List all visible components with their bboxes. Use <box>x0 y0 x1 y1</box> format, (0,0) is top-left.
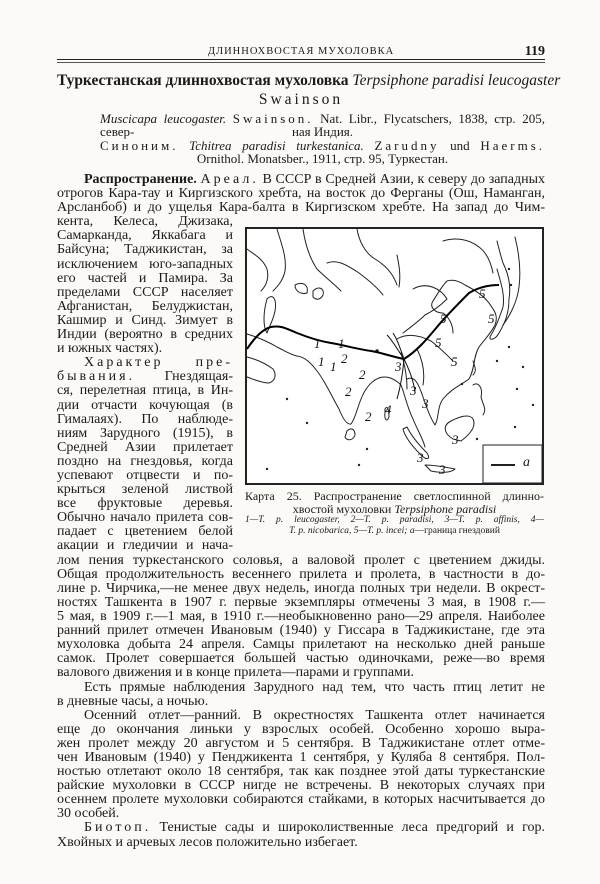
text-line <box>57 90 545 109</box>
text-segment: все фруктовые деревья. <box>57 496 233 512</box>
text-line <box>57 652 545 666</box>
paragraph <box>57 90 545 109</box>
text-line <box>57 709 545 723</box>
text-segment: Тенистые сады и широколиственные леса предгорий и гор. <box>151 820 545 836</box>
text-line <box>57 201 545 215</box>
map-region-label: 2 <box>341 351 348 366</box>
map-region-label: 5 <box>488 311 495 326</box>
text-segment: чен Ивановым (1940) у Пенджикента 1 сентября, у Куляба 8 сентября. Пол- <box>57 750 545 765</box>
text-line <box>57 793 545 807</box>
map-drawing <box>247 229 542 483</box>
text-line <box>57 638 545 652</box>
map-legend <box>483 445 542 483</box>
text-segment: жен пролет между 20 августом и 5 сентября. В Таджикистане отлет отме- <box>57 735 545 751</box>
text-line <box>57 258 233 272</box>
text-segment: Есть прямые наблюдения Зарудного над тем, что часть птиц летит не <box>84 679 545 695</box>
paragraph <box>57 173 545 215</box>
text-segment: Кашмир и Синд. Зимует в <box>57 312 233 328</box>
page-number: 119 <box>524 44 545 59</box>
text-segment: Общая продолжительность весеннего прилета и пролета, в частности в до- <box>57 566 545 582</box>
text-segment: Terpsiphone paradisi <box>394 501 497 516</box>
map-caption <box>245 490 544 536</box>
text-line <box>57 427 233 441</box>
text-segment <box>178 138 189 153</box>
text-line <box>57 511 233 525</box>
text-segment: Хвойных и арчевых лесов положительно избегает. <box>57 834 358 850</box>
paragraph <box>57 681 545 709</box>
text-line <box>57 173 545 187</box>
text-line <box>57 272 233 286</box>
text-line <box>57 328 233 342</box>
text-line <box>57 441 233 455</box>
text-segment: ся, перелетная птица, в Ин- <box>57 383 233 399</box>
text-line <box>57 723 545 737</box>
map-region-label: 3 <box>417 450 424 465</box>
text-segment: акации и гледичии и нача- <box>57 538 233 554</box>
map-region-label: 5 <box>479 286 486 301</box>
text-segment: кента, Келеса, Джизака, <box>57 214 233 230</box>
text-segment: T. p. nicobarica, 5—T. p. incei; a <box>289 525 415 536</box>
text-segment: самок. Пролет совершается большей частью одиночками, реже—во время <box>57 651 545 667</box>
text-line <box>57 779 545 793</box>
paragraph <box>57 554 545 681</box>
map-region-labels <box>314 286 495 477</box>
text-segment: Байсуна; Таджикистан, за <box>57 242 233 258</box>
map-region-label: 5 <box>440 311 447 326</box>
paragraph <box>57 709 545 822</box>
text-segment: Афганистан, Белуджистан, <box>57 298 233 314</box>
text-line <box>57 370 233 384</box>
map-region-label: 2 <box>345 384 352 399</box>
text-line <box>57 399 233 413</box>
text-segment: 30 особей. <box>57 806 120 822</box>
legend-label: a <box>523 455 530 470</box>
text-segment: Распространение. <box>84 172 197 187</box>
text-segment: ностью отлетают около 18 сентября, так как позднее этой даты туркестанские <box>57 764 545 780</box>
text-segment: Средней Азии прилетает <box>57 439 233 455</box>
map-region-label: 3 <box>439 462 446 477</box>
text-segment: дии отчасти кочующая (в <box>57 397 233 413</box>
text-segment: в дневные часы, а ночью. <box>57 693 209 709</box>
species-heading <box>57 71 561 109</box>
text-line <box>57 300 233 314</box>
text-segment: und <box>439 138 481 153</box>
text-line <box>57 314 233 328</box>
text-segment: райские мухоловки в СССР нигде не встречены. В некоторых случаях при <box>57 778 545 794</box>
breeding-range-boundary <box>247 285 499 359</box>
text-segment: Осенний отлет—ранний. В окрестностях Ташкента отлет начинается <box>84 707 545 723</box>
text-line <box>57 695 545 709</box>
running-head <box>57 44 545 60</box>
text-segment: ранний прилет отмечен Ивановым (1940) у Гиссара в Таджикистане, где эта <box>57 623 545 639</box>
body-text-bottom <box>57 554 545 850</box>
text-line <box>57 836 545 850</box>
text-line <box>57 539 233 553</box>
text-line <box>57 610 545 624</box>
text-segment: ниям Зарудного (1915), в <box>57 425 233 441</box>
paragraph <box>57 215 233 356</box>
map-region-label: 1 <box>314 336 321 351</box>
map-region-label: 1 <box>318 354 325 369</box>
text-segment: —граница гнездовий <box>414 525 500 536</box>
text-line <box>57 187 545 201</box>
text-segment: Гималаях). По наблюде- <box>57 411 233 427</box>
text-segment: его частей и Памира. За <box>57 270 233 286</box>
text-segment: успевают отцвести и по- <box>57 467 233 483</box>
text-segment: Арсланбоб) и до ущелья Кара-балта в Киргизском хребте. На запад до Чим- <box>57 200 545 216</box>
paragraph <box>245 515 544 536</box>
text-segment: Swainson. <box>232 111 314 126</box>
text-line <box>245 526 544 537</box>
text-segment: поздно на гнездовья, когда <box>57 453 233 469</box>
text-line <box>57 215 233 229</box>
text-line <box>57 229 233 243</box>
text-line <box>57 666 545 680</box>
text-segment: 5 мая, в 1909 г.—1 мая, в 1910 г.—необыкновенно рано—29 апреля. Наиболее <box>57 609 545 625</box>
text-line <box>57 286 233 300</box>
text-line <box>57 342 233 356</box>
text-line <box>57 525 233 539</box>
body-text-left-column <box>57 215 233 553</box>
synonymy-citations <box>100 112 545 166</box>
text-segment: Haerms. <box>480 138 546 153</box>
text-segment: Биотоп. <box>84 820 152 836</box>
text-line <box>57 821 545 835</box>
running-title: ДЛИННОХВОСТАЯ МУХОЛОВКА <box>207 46 395 57</box>
text-line <box>57 554 545 568</box>
paragraph <box>57 71 561 90</box>
text-segment: падает с цветением белой <box>57 524 233 540</box>
text-line <box>57 681 545 695</box>
text-line <box>57 497 233 511</box>
text-segment: Карта 25. Распространение светлоспинной длинно- <box>245 489 544 503</box>
text-segment: Ареал. <box>200 172 259 187</box>
text-segment: лом пения туркестанского соловья, а валовой пролет с цветением джиды. <box>57 552 545 568</box>
text-line <box>57 384 233 398</box>
map-region-label: 2 <box>359 367 366 382</box>
map-region-label: 1 <box>330 359 337 374</box>
text-segment: ностях Ташкента в 1907 г. первые экземпляры отмечены 3 мая, в 1908 г.— <box>57 594 545 610</box>
text-line <box>57 582 545 596</box>
text-segment: лине р. Чирчика,—не менее двух недель, иногда полных три недели. В окрест- <box>57 580 545 596</box>
text-segment: Синоним. <box>100 138 179 153</box>
text-segment: Обычно начало прилета сов- <box>57 510 233 526</box>
text-segment: исключением юго-западных <box>57 256 233 272</box>
text-line <box>57 483 233 497</box>
text-segment: Туркестанская длиннохвостая мухоловка <box>57 72 353 89</box>
text-line <box>245 515 544 526</box>
map-region-label: 5 <box>451 354 458 369</box>
text-line <box>57 596 545 610</box>
text-line <box>57 807 545 821</box>
text-segment: еще до окончания линьки у взрослых особей. Особенно хорошо выра- <box>57 721 545 737</box>
text-segment: Tchitrea paradisi turkestanica. <box>189 138 364 153</box>
text-segment: Nat. Libr., Flycatschers, 1838, стр. 205, север- <box>100 111 546 139</box>
text-segment: осеннем пролете мухоловки собираются стайками, в которых насчитывается до <box>57 792 545 808</box>
text-line <box>100 152 545 165</box>
map-region-label: 2 <box>365 409 372 424</box>
text-segment: крыться зеленой листвой <box>57 482 233 498</box>
text-line <box>57 624 545 638</box>
paragraph <box>57 821 545 849</box>
text-segment: Гнездящая- <box>135 369 233 385</box>
paragraph <box>100 139 545 165</box>
text-segment: Ornithol. Monatsber., 1911, стр. 95, Туркестан. <box>196 151 449 166</box>
text-line <box>57 737 545 751</box>
map-region-label: 3 <box>395 359 402 374</box>
header-rule <box>57 59 545 63</box>
paragraph <box>245 490 544 515</box>
text-line <box>57 71 561 90</box>
text-line <box>57 751 545 765</box>
text-segment: 1—T. p. leucogaster, 2—T. p. paradisi, 3—T. p. affinis, 4— <box>245 515 544 525</box>
text-segment: Самарканда, Яккабага и <box>57 228 233 244</box>
text-segment: валового движения и в конце прилета—парами и группами. <box>57 665 414 681</box>
coastlines <box>247 229 520 472</box>
text-line <box>57 455 233 469</box>
text-segment: В СССР в Средней Азии, к северу до западных <box>258 172 546 187</box>
text-segment: и южных частях). <box>57 341 163 357</box>
paragraph <box>57 356 233 553</box>
text-segment: отрогов Кара-тау и Киргизского хребта, на восток до Ферганы (Ош, Наманган, <box>57 186 545 202</box>
text-line <box>57 243 233 257</box>
text-segment: Индии (вероятно в средних <box>57 327 233 343</box>
map-region-label: 1 <box>338 336 345 351</box>
text-segment: ная Индия. <box>291 124 354 139</box>
text-line <box>57 413 233 427</box>
text-segment: Muscicapa leucogaster. <box>100 111 227 126</box>
distribution-map <box>245 227 544 485</box>
paragraph <box>100 112 545 138</box>
text-segment: пределами СССР населяет <box>57 284 233 300</box>
text-segment: мухоловка добыта 24 апреля. Самцы прилетают на несколько дней раньше <box>57 637 545 653</box>
map-region-label: 3 <box>410 383 417 398</box>
text-segment: Terpsiphone paradisi leucogaster <box>352 72 561 89</box>
text-segment: Характер пре- <box>84 355 233 371</box>
text-line <box>245 503 544 516</box>
map-caption-title <box>245 490 544 515</box>
text-line <box>57 469 233 483</box>
text-segment: бывания. <box>57 369 136 385</box>
text-line <box>100 125 545 138</box>
body-text-top <box>57 173 545 215</box>
map-region-label: 3 <box>422 396 429 411</box>
map-region-label: 3 <box>452 432 459 447</box>
text-line <box>57 568 545 582</box>
text-segment: хвостой мухоловки <box>292 501 395 516</box>
map-region-label: 4 <box>385 402 392 417</box>
text-segment <box>226 111 233 126</box>
map-region-label: 5 <box>435 335 442 350</box>
text-segment: Zarudny <box>374 138 440 153</box>
text-line <box>57 356 233 370</box>
map-caption-legend <box>245 515 544 536</box>
text-line <box>57 765 545 779</box>
text-segment: Swainson <box>258 91 344 108</box>
